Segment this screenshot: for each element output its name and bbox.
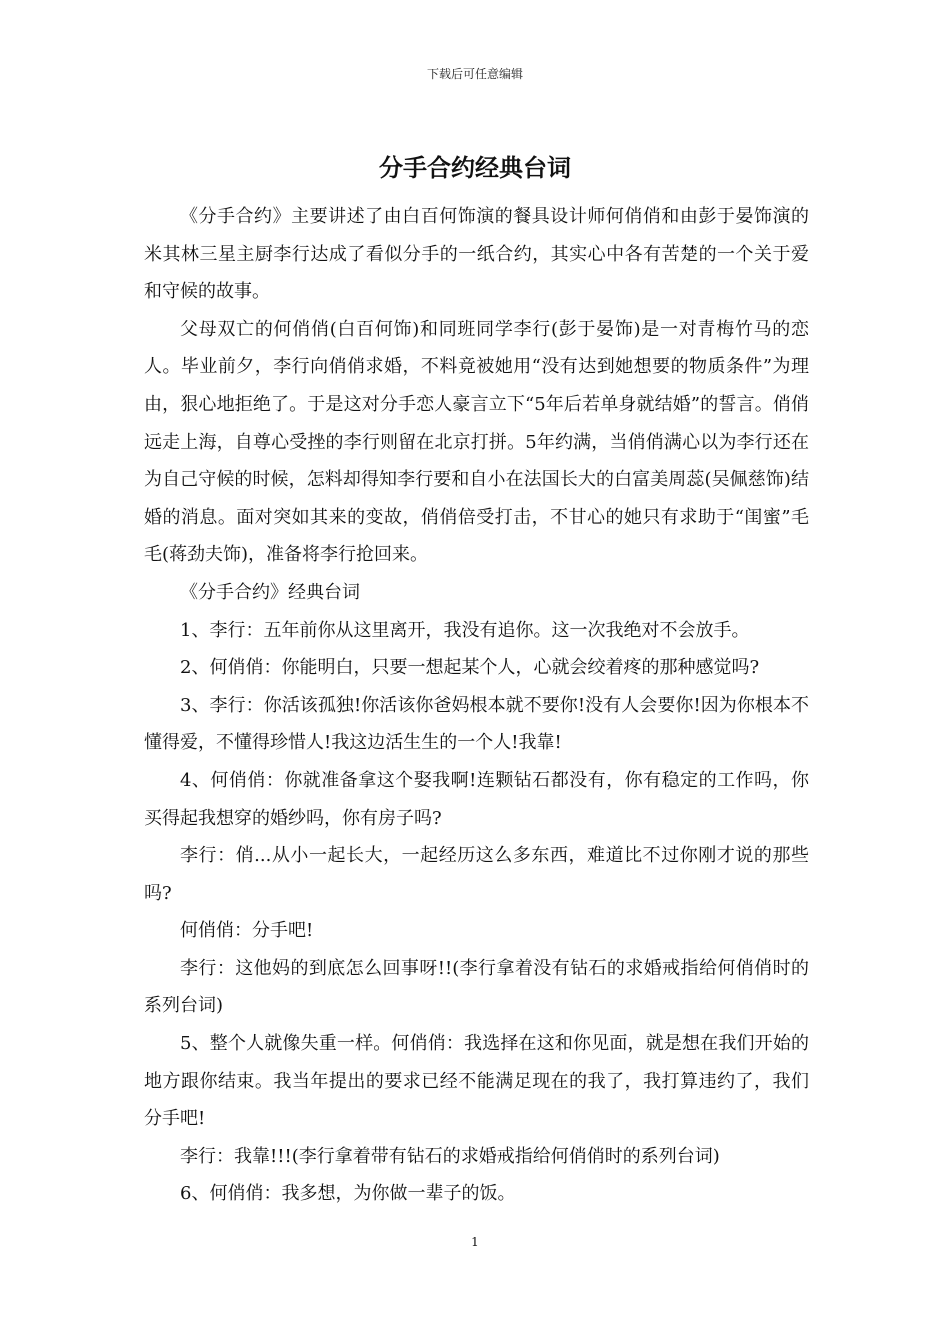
paragraph: 李行：我靠!!!(李行拿着带有钻石的求婚戒指给何俏俏时的系列台词) bbox=[180, 1145, 720, 1167]
paragraph: 《分手合约》主要讲述了由白百何饰演的餐具设计师何俏俏和由彭于晏饰演的米其林三星主厨李行达成了看似分手的一纸合约，其实心中各有苦楚的一个关于爱和守候的故事。 bbox=[144, 206, 809, 303]
page-number: 1 bbox=[471, 1235, 479, 1249]
document-title: 分手合约经典台词 bbox=[379, 153, 571, 182]
paragraph: 《分手合约》经典台词 bbox=[180, 581, 360, 603]
page-header-note: 下载后可任意编辑 bbox=[426, 67, 523, 81]
paragraph: 2、何俏俏：你能明白，只要一想起某个人，心就会绞着疼的那种感觉吗? bbox=[180, 657, 760, 679]
paragraph: 3、李行：你活该孤独!你活该你爸妈根本就不要你!没有人会要你!因为你根本不懂得爱，不懂得珍惜人!我这边活生生的一个人!我靠! bbox=[144, 694, 809, 754]
paragraph: 1、李行：五年前你从这里离开，我没有追你。这一次我绝对不会放手。 bbox=[180, 619, 750, 641]
paragraph: 何俏俏：分手吧! bbox=[180, 920, 314, 942]
paragraph: 6、何俏俏：我多想，为你做一辈子的饭。 bbox=[180, 1183, 516, 1205]
paragraph: 4、何俏俏：你就准备拿这个娶我啊!连颗钻石都没有，你有稳定的工作吗，你买得起我想穿的婚纱吗，你有房子吗? bbox=[144, 769, 809, 829]
paragraph: 5、整个人就像失重一样。何俏俏：我选择在这和你见面，就是想在我们开始的地方跟你结束。我当年提出的要求已经不能满足现在的我了，我打算违约了，我们分手吧! bbox=[144, 1033, 809, 1130]
paragraph: 李行：这他妈的到底怎么回事呀!!(李行拿着没有钻石的求婚戒指给何俏俏时的系列台词) bbox=[144, 957, 809, 1017]
paragraph: 父母双亡的何俏俏(白百何饰)和同班同学李行(彭于晏饰)是一对青梅竹马的恋人。毕业前夕，李行向俏俏求婚，不料竟被她用“没有达到她想要的物质条件”为理由，狠心地拒绝了。于是这对分手恋人豪言立下“5年后若单身就结婚”的誓言。俏俏远走上海，自尊心受挫的李行则留在北京打拼。5年约满，当俏俏满心以为李行还在为自己守候的时候，怎料却得知李行要和自小在法国长大的白富美周蕊(吴佩慈饰)结婚的消息。面对突如其来的变故，俏俏倍受打击，不甘心的她只有求助于“闺蜜”毛毛(蒋劲夫饰)，准备将李行抢回来。 bbox=[144, 318, 809, 566]
paragraph: 李行：俏...从小一起长大，一起经历这么多东西，难道比不过你刚才说的那些吗? bbox=[144, 845, 809, 904]
document-body bbox=[144, 198, 809, 1213]
